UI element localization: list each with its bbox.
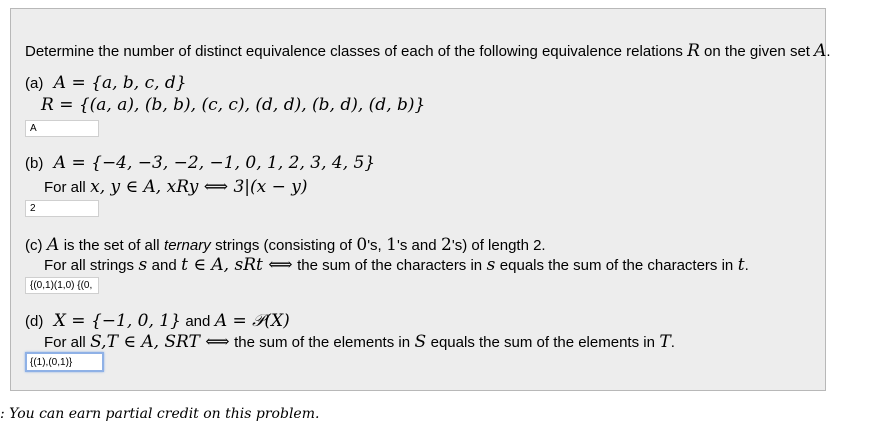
part-c-answer-input[interactable] — [25, 277, 99, 294]
part-d-line1 — [25, 311, 290, 331]
part-b-line2 — [44, 177, 308, 197]
prompt-relation-symbol: R — [687, 41, 700, 61]
part-c-text4: 's and — [397, 237, 437, 254]
prompt-end: . — [826, 43, 831, 60]
part-d-S: S — [414, 332, 427, 352]
prompt-mid-text: on the given set — [704, 43, 810, 60]
part-c-text5: 's) of length 2. — [451, 237, 546, 254]
part-c-s2: s — [486, 255, 496, 275]
part-d-and: and — [185, 313, 211, 330]
part-a-answer-input[interactable] — [25, 120, 99, 137]
part-d-line2 — [44, 332, 675, 352]
part-d-end: . — [670, 334, 675, 351]
prompt-text: Determine the number of distinct equivalence classes of each of the following equivalence relations — [25, 43, 683, 60]
part-a-set: A = {a, b, c, d} — [53, 73, 187, 93]
part-b-label: (b) — [25, 155, 44, 172]
part-d-text: the sum of the elements in — [234, 334, 411, 351]
part-c-label: (c) — [25, 237, 43, 254]
part-c-one: 1 — [386, 235, 397, 255]
part-c-text: the sum of the characters in — [297, 257, 483, 274]
part-c-text3: 's, — [367, 237, 382, 254]
prompt-set-symbol: A — [814, 41, 827, 61]
part-c-s: s — [138, 255, 148, 275]
part-c-line2 — [44, 255, 749, 275]
part-d-label: (d) — [25, 313, 44, 330]
part-c-two: 2 — [441, 235, 452, 255]
problem-panel — [10, 8, 831, 391]
part-c-text2: strings (consisting of — [215, 237, 352, 254]
part-c-relation: t ∈ A, sRt ⟺ — [181, 255, 293, 275]
part-c-text2b: equals the sum of the characters in — [499, 257, 734, 274]
part-a-label: (a) — [25, 75, 44, 92]
part-a-line1 — [25, 73, 187, 93]
part-d-text2: equals the sum of the elements in — [430, 334, 655, 351]
partial-credit-note: : You can earn partial credit on this problem. — [0, 406, 320, 422]
part-d-relation: S,T ∈ A, SRT ⟺ — [90, 332, 230, 352]
part-c-set-symbol: A — [46, 235, 60, 255]
part-b-answer-input[interactable] — [25, 200, 99, 217]
part-c-emph: ternary — [164, 237, 211, 254]
part-b-relation: x, y ∈ A, xRy ⟺ 3|(x − y) — [90, 177, 308, 197]
part-d-set-a: A = 𝒫(X) — [214, 311, 290, 331]
part-d-T: T — [659, 332, 671, 352]
part-d-answer-input[interactable] — [25, 352, 104, 372]
problem-prompt — [25, 41, 831, 61]
part-b-prefix: For all — [44, 179, 86, 196]
part-c-prefix: For all strings — [44, 257, 135, 274]
part-c-and: and — [151, 257, 177, 274]
part-c-end: . — [744, 257, 749, 274]
part-c-text1: is the set of all — [63, 237, 160, 254]
part-c-zero: 0 — [356, 235, 368, 255]
part-c-t: t — [737, 255, 745, 275]
part-a-line2 — [41, 95, 425, 115]
part-b-set: A = {−4, −3, −2, −1, 0, 1, 2, 3, 4, 5} — [53, 153, 376, 173]
part-a-relation: R = {(a, a), (b, b), (c, c), (d, d), (b, d), (d, b)} — [41, 95, 426, 115]
part-d-set-x: X = {−1, 0, 1} — [53, 311, 181, 331]
part-b-line1 — [25, 153, 375, 173]
part-d-prefix: For all — [44, 334, 86, 351]
part-c-line1 — [25, 235, 546, 255]
